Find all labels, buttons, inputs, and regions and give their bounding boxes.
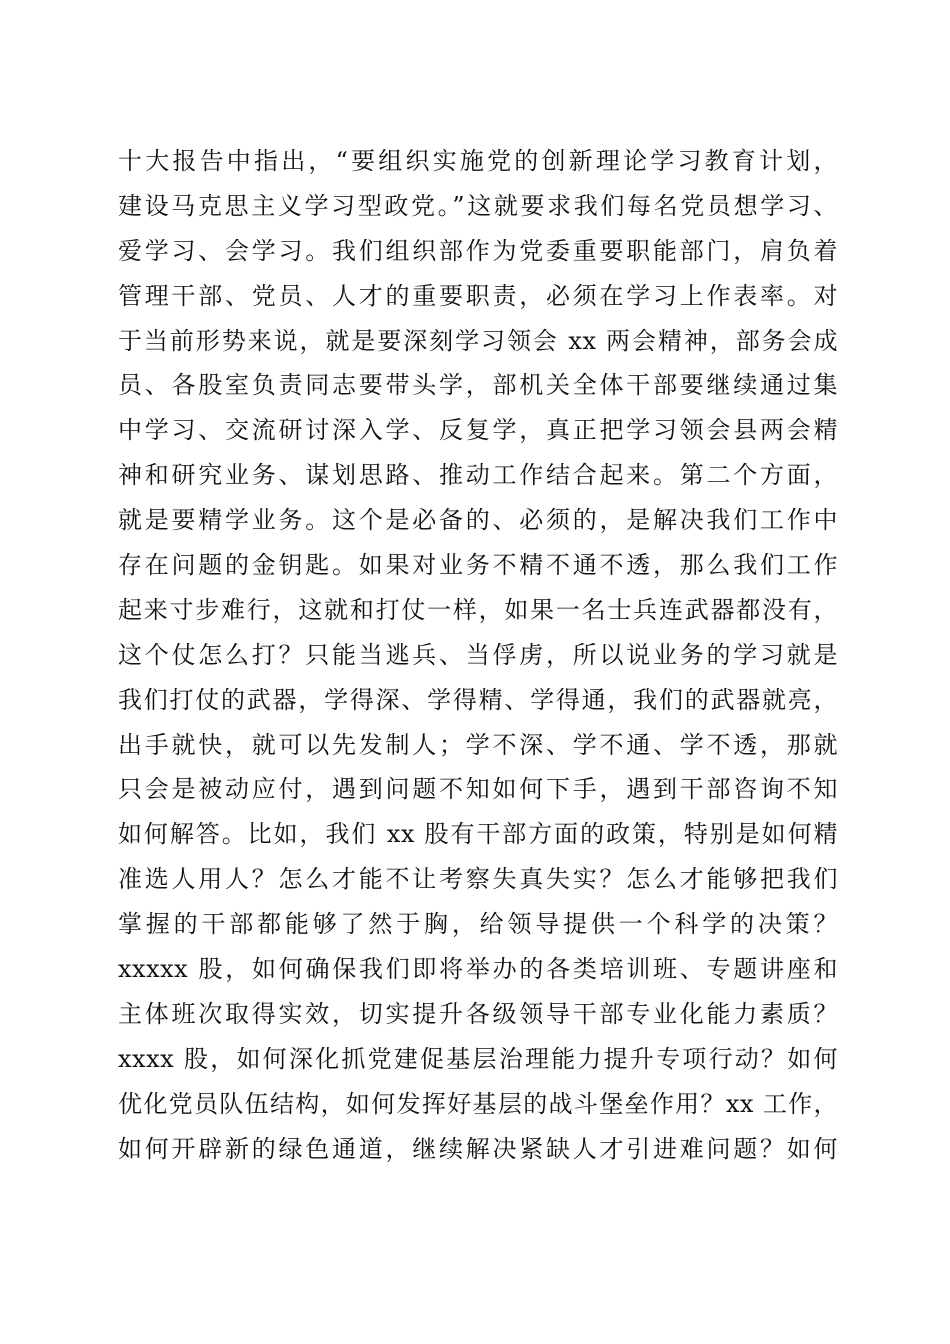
text-line: 起来寸步难行，这就和打仗一样，如果一名士兵连武器都没有， (118, 595, 838, 624)
text-line: xxxxx 股，如何确保我们即将举办的各类培训班、专题讲座和 (118, 955, 838, 984)
text-line: 中学习、交流研讨深入学、反复学，真正把学习领会县两会精 (118, 416, 838, 445)
text-line: 爱学习、会学习。我们组织部作为党委重要职能部门，肩负着 (118, 236, 838, 265)
text-line: 如何解答。比如，我们 xx 股有干部方面的政策，特别是如何精 (118, 820, 838, 849)
text-line: 神和研究业务、谋划思路、推动工作结合起来。第二个方面， (118, 461, 838, 490)
text-line: 主体班次取得实效，切实提升各级领导干部专业化能力素质？ (118, 999, 838, 1028)
text-line: 我们打仗的武器，学得深、学得精、学得通，我们的武器就亮， (118, 685, 838, 714)
text-line: 就是要精学业务。这个是必备的、必须的，是解决我们工作中 (118, 506, 838, 535)
text-line: 员、各股室负责同志要带头学，部机关全体干部要继续通过集 (118, 371, 838, 400)
text-line: 十大报告中指出，“要组织实施党的创新理论学习教育计划， (118, 147, 838, 175)
text-line: 管理干部、党员、人才的重要职责，必须在学习上作表率。对 (118, 281, 838, 310)
text-line: 建设马克思主义学习型政党。”这就要求我们每名党员想学习、 (118, 191, 838, 220)
text-line: 优化党员队伍结构，如何发挥好基层的战斗堡垒作用？xx 工作， (118, 1089, 838, 1118)
text-line: 这个仗怎么打？只能当逃兵、当俘虏，所以说业务的学习就是 (118, 640, 838, 669)
text-line: xxxx 股，如何深化抓党建促基层治理能力提升专项行动？如何 (118, 1044, 838, 1073)
text-line: 准选人用人？怎么才能不让考察失真失实？怎么才能够把我们 (118, 865, 838, 894)
body-text (118, 139, 838, 1171)
text-line: 于当前形势来说，就是要深刻学习领会 xx 两会精神，部务会成 (118, 326, 838, 355)
text-line: 如何开辟新的绿色通道，继续解决紧缺人才引进难问题？如何 (118, 1134, 838, 1163)
text-line: 掌握的干部都能够了然于胸，给领导提供一个科学的决策？ (118, 910, 838, 939)
text-line: 存在问题的金钥匙。如果对业务不精不通不透，那么我们工作 (118, 551, 838, 580)
text-line: 只会是被动应付，遇到问题不知如何下手，遇到干部咨询不知 (118, 775, 838, 804)
text-line: 出手就快，就可以先发制人；学不深、学不通、学不透，那就 (118, 730, 838, 759)
